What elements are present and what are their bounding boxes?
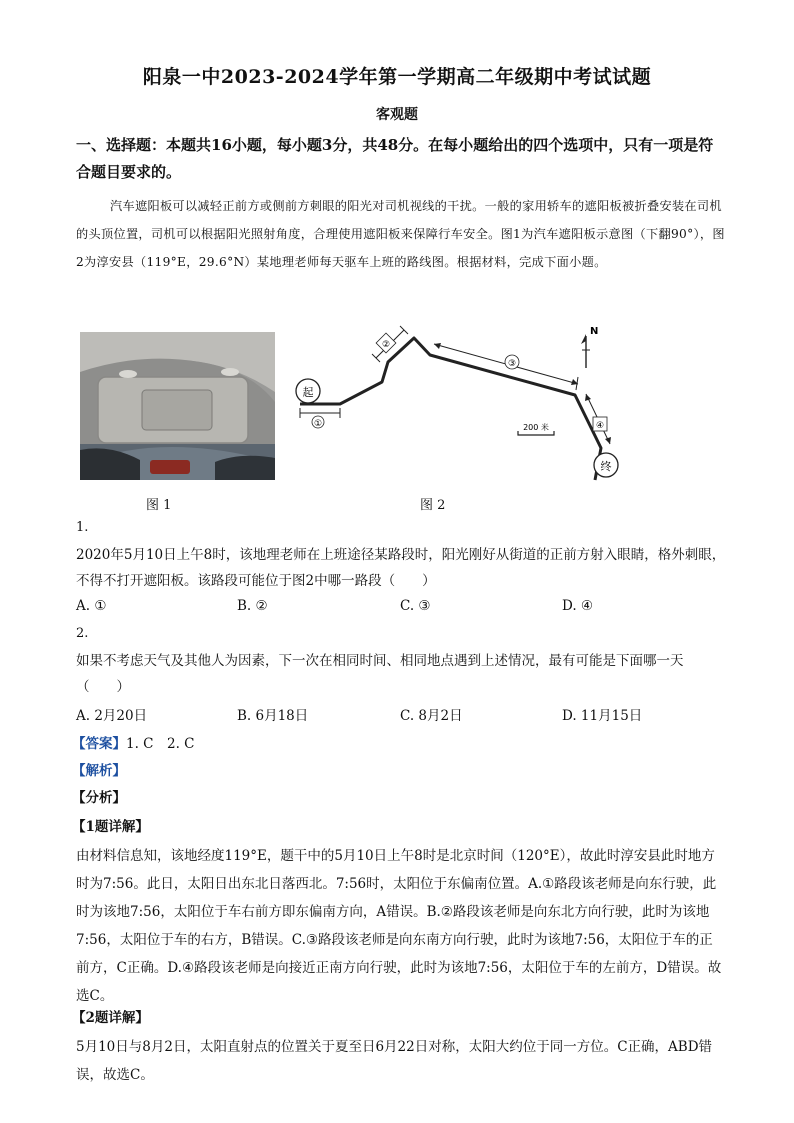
q2-detail-text: 5月10日与8月2日，太阳直射点的位置关于夏至日6月22日对称，太阳大约位于同一方位。C正确，ABD错误，故选C。 <box>76 1039 713 1083</box>
question1-option-b[interactable]: B. ② <box>237 598 268 614</box>
fenxi-tag: 【分析】 <box>72 790 126 806</box>
jiexi-tag: 【解析】 <box>72 763 126 779</box>
material-paragraph: 汽车遮阳板可以减轻正前方或侧前方刺眼的阳光对司机视线的干扰。一般的家用轿车的遮阳板被折叠安装在司机的头顶位置，司机可以根据阳光照射角度，合理使用遮阳板来保障行车安全。图1为汽车遮阳板示意图（下翻90°），图2为淳安县（119°E，29.6°N）某地理老师每天驱车上班的路线图。根据材料，完成下面小题。 <box>76 199 725 269</box>
question1-option-d[interactable]: D. ④ <box>562 598 594 614</box>
answer-line <box>72 732 195 752</box>
scale-label: 200 米 <box>523 423 549 432</box>
segment4-label: ④ <box>595 421 605 431</box>
north-label: N <box>590 326 599 337</box>
end-label: 终 <box>600 460 612 473</box>
question2-stem: 如果不考虑天气及其他人为因素，下一次在相同时间、相同地点遇到上述情况，最有可能是下面哪一天（ ） <box>76 653 684 695</box>
sun-visor-photo <box>80 332 275 480</box>
segment1-label: ① <box>313 419 323 429</box>
figure1-caption: 图 1 <box>146 498 172 513</box>
question2-option-c[interactable]: C. 8月2日 <box>400 708 463 724</box>
question1-option-a[interactable]: A. ① <box>76 598 107 614</box>
q1-detail-heading: 【1题详解】 <box>72 819 149 835</box>
route-line <box>300 338 601 480</box>
answer-tag: 【答案】 <box>72 736 126 752</box>
page-subtitle: 客观题 <box>376 107 418 123</box>
answer-text: 1. C 2. C <box>126 736 195 752</box>
question2-option-a[interactable]: A. 2月20日 <box>76 708 148 724</box>
segment3-label: ③ <box>507 359 517 369</box>
question2-number: 2. <box>76 626 89 641</box>
section-heading: 一、选择题：本题共16小题，每小题3分，共48分。在每小题给出的四个选项中，只有一项是符合题目要求的。 <box>76 136 714 181</box>
page-title: 阳泉一中2023-2024学年第一学期高二年级期中考试试题 <box>142 66 652 88</box>
question1-number: 1. <box>76 520 89 535</box>
question2-option-d[interactable]: D. 11月15日 <box>562 708 643 724</box>
segment2-label: ② <box>381 340 391 350</box>
question1-stem: 2020年5月10日上午8时，该地理老师在上班途径某路段时，阳光刚好从街道的正前方射入眼睛，格外刺眼，不得不打开遮阳板。该路段可能位于图2中哪一路段（ ） <box>76 547 726 589</box>
figure2-caption: 图 2 <box>420 498 446 513</box>
q2-detail-heading: 【2题详解】 <box>72 1010 149 1026</box>
question2-option-b[interactable]: B. 6月18日 <box>237 708 309 724</box>
question1-option-c[interactable]: C. ③ <box>400 598 431 614</box>
start-label: 起 <box>302 386 314 399</box>
q1-detail-text: 由材料信息知，该地经度119°E，题干中的5月10日上午8时是北京时间（120°E），故此时淳安县此时地方时为7:56。此日，太阳日出东北日落西北。7:56时，太阳位于东偏南位置。A.①路段该老师是向东行驶，此时为该地7:56，太阳位于车右前方即东偏南方向，A错误。B.②路段该老师是向东北方向行驶，此时为该地7:56，太阳位于车的右方，B错误。C.③路段该老师是向东南方向行驶，此时为该地7:56，太阳位于车的正前方，C正确。D.④路段该老师是向接近正南方向行驶，此时为该地7:56，太阳位于车的左前方，D错误。故选C。 <box>76 848 722 1004</box>
route-map <box>288 322 638 490</box>
